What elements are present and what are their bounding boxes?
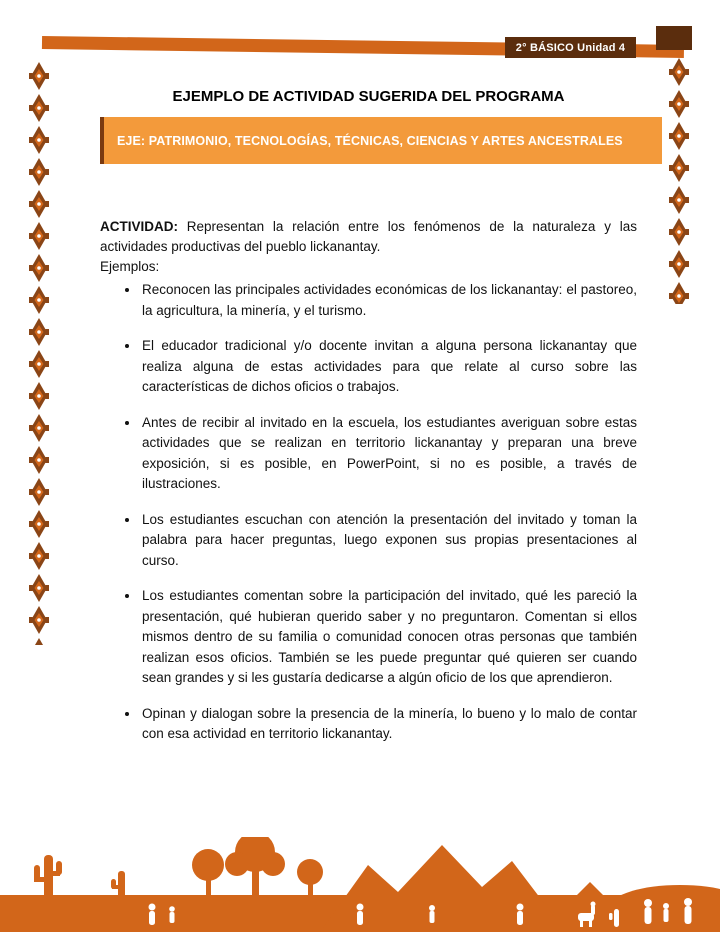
activity-description: Representan la relación entre los fenómenos de la naturaleza y las actividades productivas del pueblo lickanantay. [100, 218, 637, 255]
eje-banner-label: EJE: PATRIMONIO, TECNOLOGÍAS, TÉCNICAS, CIENCIAS Y ARTES ANCESTRALES [117, 133, 623, 148]
bullet-item: • Opinan y dialogan sobre la presencia de la minería, lo bueno y lo malo de contar con esa actividad en territorio lickanantay. [140, 704, 637, 745]
bullet-item: • Reconocen las principales actividades económicas de los lickanantay: el pastoreo, la agricultura, la minería, y el turismo. [140, 280, 637, 321]
bullet-item: • El educador tradicional y/o docente invitan a alguna persona lickanantay que realiza alguna de estas actividades para que relate al curso sobre las características de dichos oficios o trabajos. [140, 336, 637, 398]
activity-paragraph [100, 217, 637, 258]
page-title: EJEMPLO DE ACTIVIDAD SUGERIDA DEL PROGRAMA [172, 88, 565, 105]
activity-label: ACTIVIDAD: [100, 218, 178, 234]
right-border-ornament [669, 56, 689, 304]
bullet-list [100, 280, 637, 760]
footer-illustration [0, 837, 720, 932]
mountains-silhouette [320, 845, 566, 932]
bullet-item: • Los estudiantes comentan sobre la participación del invitado, qué les pareció la presentación, qué hubieran querido saber y no preguntaron. Comentan si ellos mismos dentro de su familia o comunidad conocen otras personas que también realizan esos oficios. También se les puede preguntar qué quieren ser cuando sean grandes y si les gustaría dedicarse a algún oficio de los que aprendieron. [140, 586, 637, 689]
left-border-ornament [29, 60, 49, 645]
eje-banner [100, 117, 662, 164]
bullet-item: • Antes de recibir al invitado en la escuela, los estudiantes averiguan sobre estas actividades que se realizan en territorio lickanantay y preparan una breve exposición, si es posible, en PowerPoint, si no es posible, a través de ilustraciones. [140, 413, 637, 495]
examples-label: Ejemplos: [100, 259, 160, 274]
unit-badge-label: 2° BÁSICO Unidad 4 [515, 41, 626, 54]
corner-tab [656, 26, 692, 50]
trees-silhouette [192, 837, 323, 899]
cactus-silhouette [34, 855, 125, 899]
bullet-item: • Los estudiantes escuchan con atención la presentación del invitado y toman la palabra para hacer preguntas, luego exponen sus propias presentaciones al curso. [140, 510, 637, 572]
unit-badge [505, 37, 636, 58]
